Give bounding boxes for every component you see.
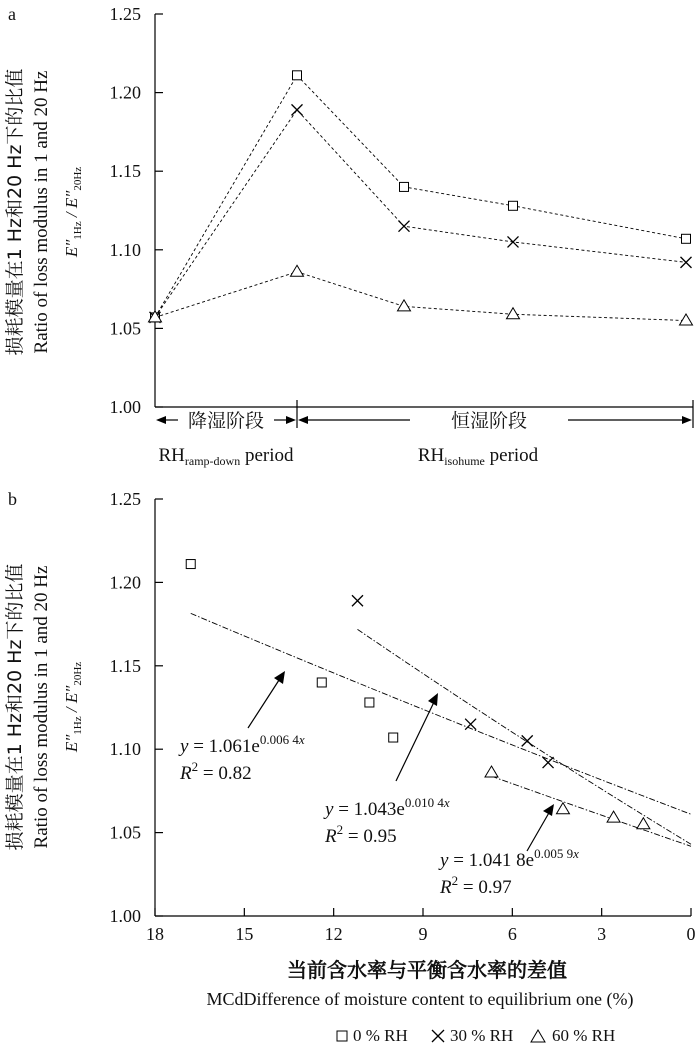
panel-a-ylabel-en: Ratio of loss modulus in 1 and 20 Hz: [31, 70, 52, 354]
fit-2-pointer: [527, 811, 550, 851]
fit-annotation-0: [178, 671, 305, 784]
panel-a-data-point: [398, 300, 411, 311]
panel-b-ytick-label: 1.25: [109, 489, 141, 509]
panel-b-fit-curve: [191, 613, 691, 814]
rampdown-label-cn: 降湿阶段: [187, 410, 265, 432]
panel-b: [4, 489, 696, 1045]
panel-a-data-point: [400, 182, 409, 191]
fit-2-r2: $R^2 = 0.97$: [440, 873, 512, 898]
isohume-label-en: $RH_{isohume}$ period: [417, 445, 539, 468]
legend-marker-x: [432, 1030, 444, 1042]
panel-b-ytick-label: 1.05: [109, 822, 141, 843]
panel-b-xtick-label: 0: [686, 924, 696, 944]
panel-b-xtick-label: 12: [324, 924, 343, 944]
panel-a-series-line: [155, 272, 686, 321]
panel-b-data-point: [637, 818, 650, 829]
panel-b-data-point: [556, 803, 569, 814]
panel-a-series-line: [155, 110, 686, 318]
panel-b-xtick-label: 9: [418, 924, 428, 944]
panel-a-data-point: [508, 236, 519, 247]
panel-a-data-point: [293, 71, 302, 80]
fit-1-pointer: [396, 700, 435, 781]
fit-0-equation: $y = 1.061e^{0.006 4x}$: [180, 732, 305, 757]
legend-item-2: 60 % RH: [552, 1026, 616, 1045]
panel-b-ylabel-en: Ratio of loss modulus in 1 and 20 Hz: [31, 565, 52, 849]
panel-b-data-point: [543, 757, 554, 768]
fit-0-r2: $R^2 = 0.82$: [180, 759, 252, 784]
panel-b-data-point: [365, 698, 374, 707]
panel-b-xtick-label: 6: [507, 924, 517, 944]
legend-item-0: 0 % RH: [353, 1026, 408, 1045]
isohume-label-cn: 恒湿阶段: [450, 410, 528, 432]
fit-annotation-1: [323, 693, 450, 847]
panel-b-ytick-label: 1.20: [109, 572, 141, 593]
rampdown-arrowhead-right: [286, 416, 296, 424]
panel-b-data-point: [186, 560, 195, 569]
panel-b-fit-curve: [357, 629, 691, 844]
panel-a-ytick-label: 1.00: [109, 397, 141, 417]
legend: [337, 1026, 615, 1045]
fit-0-pointer-head: [274, 671, 285, 684]
panel-b-ytick-label: 1.15: [109, 655, 141, 676]
panel-b-ytick-label: 1.00: [109, 906, 141, 926]
panel-a-ylabel-symbol: $E''_{1Hz} / E''_{20Hz}$: [62, 166, 84, 258]
rampdown-arrowhead-left: [156, 416, 166, 424]
panel-b-label: b: [8, 489, 17, 509]
isohume-arrowhead-right: [682, 416, 692, 424]
panel-b-data-point: [352, 595, 363, 606]
panel-b-xtick-label: 15: [235, 924, 254, 944]
rampdown-label-en: $RH_{ramp-down}$ period: [158, 445, 294, 468]
panel-a-data-point: [681, 257, 692, 268]
legend-item-1: 30 % RH: [450, 1026, 514, 1045]
fit-annotation-2: [438, 804, 579, 898]
panel-a: [4, 4, 693, 468]
panel-b-xlabel-en: MCdDifference of moisture content to equilibrium one (%): [206, 989, 634, 1009]
panel-a-ytick-label: 1.20: [109, 82, 141, 103]
panel-a-series-line: [155, 75, 686, 317]
panel-a-ytick-label: 1.10: [109, 239, 141, 260]
panel-b-data-point: [607, 811, 620, 822]
panel-b-ytick-label: 1.10: [109, 739, 141, 760]
panel-b-ylabel-symbol: $E''_{1Hz} / E''_{20Hz}$: [62, 661, 84, 753]
fit-2-equation: y = 1.041 $8e^{0.005 9x}$: [440, 846, 579, 871]
panel-a-ytick-label: 1.15: [109, 161, 141, 182]
panel-a-label: a: [8, 4, 16, 24]
panel-a-data-point: [291, 265, 304, 276]
panel-b-xtick-label: 3: [597, 924, 607, 944]
fit-1-equation: $y = 1.043e^{0.010 4x}$: [325, 795, 450, 820]
panel-a-data-point: [682, 234, 691, 243]
isohume-arrowhead-left: [298, 416, 308, 424]
legend-marker-triangle: [531, 1030, 545, 1042]
panel-b-data-point: [389, 733, 398, 742]
panel-a-ytick-label: 1.05: [109, 318, 141, 339]
panel-a-ytick-label: 1.25: [109, 4, 141, 24]
period-axis: [155, 400, 693, 468]
panel-b-data-point: [485, 766, 498, 777]
panel-a-data-point: [507, 308, 520, 319]
panel-b-xlabel-cn: 当前含水率与平衡含水率的差值: [287, 958, 567, 982]
fit-1-r2: $R^2 = 0.95$: [325, 822, 397, 847]
fit-0-pointer: [248, 677, 281, 728]
panel-b-data-point: [522, 735, 533, 746]
panel-a-data-point: [292, 104, 303, 115]
panel-a-data-point: [399, 221, 410, 232]
panel-b-fit-curve: [491, 776, 691, 846]
panel-b-xtick-label: 18: [146, 924, 164, 944]
panel-a-ylabel-cn: 损耗模量在1 Hz和20 Hz下的比值: [4, 68, 26, 356]
panel-a-data-point: [680, 314, 693, 325]
legend-marker-square: [337, 1031, 347, 1041]
panel-b-ylabel-cn: 损耗模量在1 Hz和20 Hz下的比值: [4, 563, 26, 851]
panel-b-data-point: [317, 678, 326, 687]
panel-a-data-point: [509, 201, 518, 210]
